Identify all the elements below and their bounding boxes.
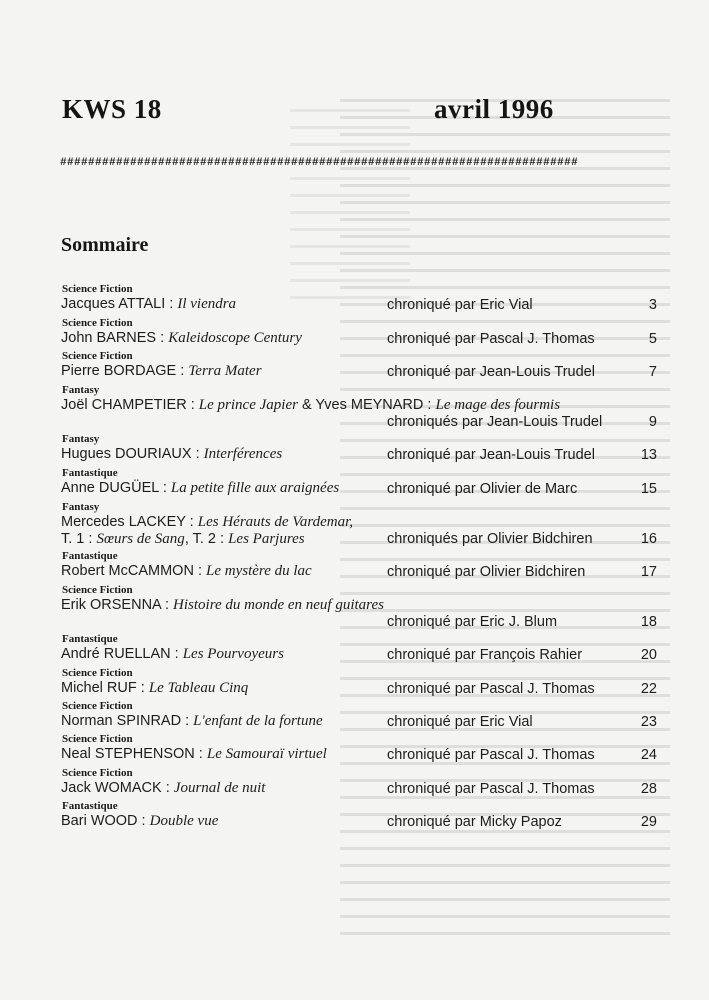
issue-number: KWS 18 — [62, 94, 162, 124]
hash-divider: ########################################################################## — [60, 157, 579, 169]
genre-label: Science Fiction — [62, 317, 133, 329]
author: André RUELLAN — [61, 646, 171, 662]
book-title: Le prince Japier — [198, 397, 298, 413]
book-line-2: T. 1 : Sœurs de Sang, T. 2 : Les Parjures — [61, 531, 305, 547]
page-number: 29 — [640, 814, 657, 830]
reviewer: chroniqué par Pascal J. Thomas — [387, 781, 595, 797]
reviewer: chroniqué par Olivier Bidchiren — [387, 564, 586, 580]
book-title: Les Pourvoyeurs — [182, 646, 284, 662]
book-title: Les Hérauts de Vardemar, — [197, 514, 354, 530]
book-title: Il viendra — [177, 296, 237, 312]
book-line: Joël CHAMPETIER : Le prince Japier & Yves MEYNARD : Le mage des fourmis — [61, 397, 561, 413]
book-line: Anne DUGÜEL : La petite fille aux araignées — [61, 480, 340, 496]
genre-label: Fantasy — [62, 501, 100, 513]
book-title: L'enfant de la fortune — [193, 713, 323, 729]
genre-label: Science Fiction — [62, 350, 133, 362]
book-line: John BARNES : Kaleidoscope Century — [61, 330, 302, 346]
book-title: Histoire du monde en neuf guitares — [173, 597, 384, 613]
reviewer: chroniqué par François Rahier — [387, 647, 583, 663]
book-line: Pierre BORDAGE : Terra Mater — [61, 363, 262, 379]
book-line: Mercedes LACKEY : Les Hérauts de Vardemar, — [61, 514, 354, 530]
book-title: Le mystère du lac — [206, 563, 312, 579]
reviewer: chroniqué par Jean-Louis Trudel — [387, 364, 595, 380]
issue-date: avril 1996 — [434, 94, 554, 124]
reviewer: chroniqué par Eric J. Blum — [387, 614, 558, 630]
book-title: Le mage des fourmis — [435, 397, 561, 413]
book-title: Interférences — [203, 446, 283, 462]
page-number: 24 — [640, 747, 657, 763]
author: Neal STEPHENSON — [61, 746, 195, 762]
genre-label: Science Fiction — [62, 767, 133, 779]
author: Pierre BORDAGE — [61, 363, 177, 379]
genre-label: Fantasy — [62, 384, 100, 396]
genre-label: Science Fiction — [62, 584, 133, 596]
book-title: Journal de nuit — [173, 780, 266, 796]
book-title: La petite fille aux araignées — [170, 480, 340, 496]
reviewer: chroniqués par Jean-Louis Trudel — [387, 414, 603, 430]
book-title: Les Parjures — [228, 531, 305, 547]
book-title: Sœurs de Sang — [96, 531, 185, 547]
reviewer: chroniqués par Olivier Bidchiren — [387, 531, 593, 547]
page-number: 13 — [640, 447, 657, 463]
page-number: 16 — [640, 531, 657, 547]
book-line: André RUELLAN : Les Pourvoyeurs — [61, 646, 284, 662]
author: Jack WOMACK — [61, 780, 162, 796]
book-line: Robert McCAMMON : Le mystère du lac — [61, 563, 312, 579]
book-title: Kaleidoscope Century — [168, 330, 302, 346]
reviewer: chroniqué par Olivier de Marc — [387, 481, 578, 497]
book-line: Jack WOMACK : Journal de nuit — [61, 780, 266, 796]
page-number: 7 — [648, 364, 657, 380]
toc-title: Sommaire — [61, 234, 149, 256]
genre-label: Fantastique — [62, 800, 118, 812]
bleed-through-text — [290, 100, 410, 300]
genre-label: Science Fiction — [62, 733, 133, 745]
page-number: 17 — [640, 564, 657, 580]
page-number: 15 — [640, 481, 657, 497]
page-number: 23 — [640, 714, 657, 730]
genre-label: Fantastique — [62, 633, 118, 645]
author: Erik ORSENNA — [61, 597, 161, 613]
book-line: Erik ORSENNA : Histoire du monde en neuf guitares — [61, 597, 384, 613]
genre-label: Science Fiction — [62, 283, 133, 295]
genre-label: Fantasy — [62, 433, 100, 445]
book-title: Double vue — [149, 813, 219, 829]
author: Jacques ATTALI — [61, 296, 166, 312]
co-author: & Yves MEYNARD — [301, 397, 424, 413]
reviewer: chroniqué par Jean-Louis Trudel — [387, 447, 595, 463]
book-line: Hugues DOURIAUX : Interférences — [61, 446, 283, 462]
author: Michel RUF — [61, 680, 137, 696]
book-title: Le Tableau Cinq — [148, 680, 249, 696]
reviewer: chroniqué par Eric Vial — [387, 714, 533, 730]
book-line: Neal STEPHENSON : Le Samouraï virtuel — [61, 746, 327, 762]
author: Mercedes LACKEY — [61, 514, 186, 530]
page-number: 18 — [640, 614, 657, 630]
genre-label: Fantastique — [62, 550, 118, 562]
book-title: Le Samouraï virtuel — [206, 746, 327, 762]
author: Norman SPINRAD — [61, 713, 182, 729]
book-line: Michel RUF : Le Tableau Cinq — [61, 680, 249, 696]
genre-label: Science Fiction — [62, 700, 133, 712]
author: Robert McCAMMON — [61, 563, 194, 579]
reviewer: chroniqué par Pascal J. Thomas — [387, 747, 595, 763]
author: Hugues DOURIAUX — [61, 446, 192, 462]
book-line: Norman SPINRAD : L'enfant de la fortune — [61, 713, 323, 729]
page-number: 9 — [648, 414, 657, 430]
author: John BARNES — [61, 330, 157, 346]
page-number: 20 — [640, 647, 657, 663]
page-number: 3 — [648, 297, 657, 313]
reviewer: chroniqué par Micky Papoz — [387, 814, 562, 830]
reviewer: chroniqué par Pascal J. Thomas — [387, 681, 595, 697]
page-number: 22 — [640, 681, 657, 697]
page-number: 5 — [648, 331, 657, 347]
genre-label: Science Fiction — [62, 667, 133, 679]
reviewer: chroniqué par Pascal J. Thomas — [387, 331, 595, 347]
genre-label: Fantastique — [62, 467, 118, 479]
book-line: Bari WOOD : Double vue — [61, 813, 219, 829]
book-line: Jacques ATTALI : Il viendra — [61, 296, 237, 312]
reviewer: chroniqué par Eric Vial — [387, 297, 533, 313]
page-number: 28 — [640, 781, 657, 797]
book-title: Terra Mater — [188, 363, 262, 379]
author: Bari WOOD — [61, 813, 138, 829]
author: Anne DUGÜEL — [61, 480, 159, 496]
author: Joël CHAMPETIER — [61, 397, 187, 413]
